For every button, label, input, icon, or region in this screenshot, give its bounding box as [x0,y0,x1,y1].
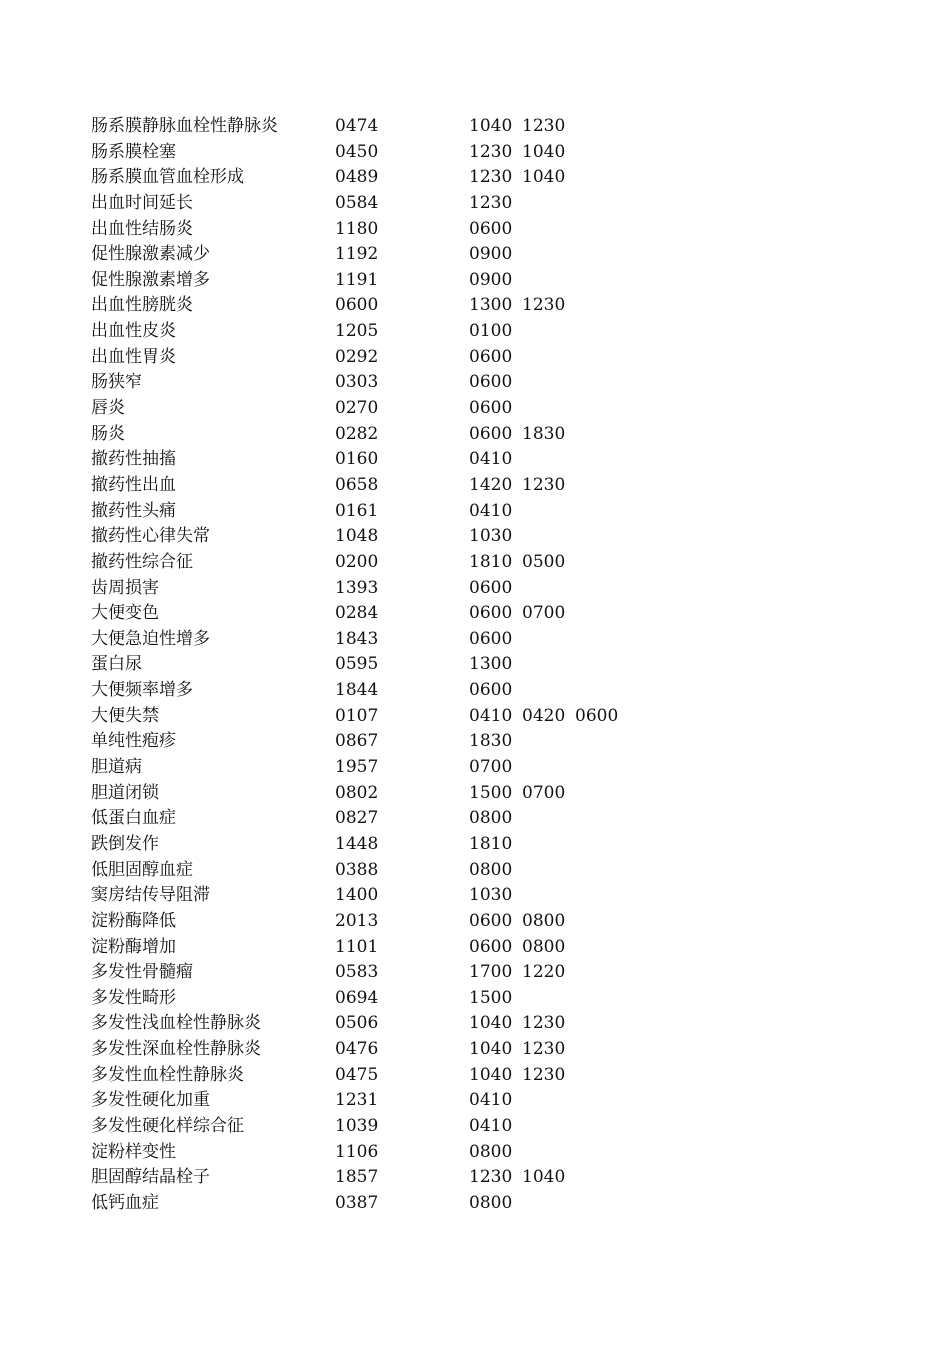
category-code: 0100 [469,321,513,342]
category-code: 0600 [469,603,513,624]
term-name: 肠狭窄 [91,372,142,393]
term-code: 0827 [335,808,379,829]
term-name: 肠炎 [91,423,125,444]
term-code: 1191 [335,269,379,290]
category-code: 1230 [522,1064,566,1085]
term-name: 窦房结传导阻滞 [91,885,210,906]
term-code: 0476 [335,1039,379,1060]
term-code: 2013 [335,910,379,931]
category-code: 0410 [469,705,513,726]
term-code: 0161 [335,500,379,521]
category-code: 1700 [469,962,513,983]
category-code: 1810 [469,833,513,854]
term-name: 淀粉酶降低 [91,910,176,931]
category-code: 0700 [469,757,513,778]
term-name: 唇炎 [91,398,125,419]
category-code: 1230 [469,141,513,162]
term-name: 胆道病 [91,757,142,778]
category-code: 0900 [469,244,513,265]
term-code: 0282 [335,423,379,444]
term-code: 0583 [335,962,379,983]
category-code: 1040 [522,1167,566,1188]
category-code: 1230 [522,295,566,316]
term-code: 1957 [335,757,379,778]
term-name: 促性腺激素增多 [91,269,210,290]
category-code: 0600 [469,398,513,419]
term-name: 多发性畸形 [91,987,176,1008]
term-code: 0802 [335,782,379,803]
term-code: 0694 [335,987,379,1008]
term-code: 1857 [335,1167,379,1188]
term-code: 0270 [335,398,379,419]
category-code: 1230 [522,1013,566,1034]
category-code: 1040 [522,167,566,188]
term-name: 蛋白尿 [91,654,142,675]
term-code: 1180 [335,218,379,239]
category-code: 1040 [469,1064,513,1085]
term-code: 1039 [335,1115,379,1136]
term-code: 0489 [335,167,379,188]
term-name: 撤药性头痛 [91,500,176,521]
category-code: 1220 [522,962,566,983]
category-code: 0600 [469,577,513,598]
category-code: 1040 [522,141,566,162]
category-code: 1500 [469,782,513,803]
term-name: 多发性硬化加重 [91,1090,210,1111]
term-name: 出血性胃炎 [91,346,176,367]
category-code: 0600 [575,705,619,726]
category-code: 1230 [522,474,566,495]
category-code: 1500 [469,987,513,1008]
term-name: 肠系膜静脉血栓性静脉炎 [91,116,278,136]
term-name: 淀粉样变性 [91,1141,176,1162]
term-code: 0160 [335,449,379,470]
term-code: 1205 [335,321,379,342]
term-name: 大便失禁 [91,705,159,726]
category-code: 1830 [469,731,513,752]
term-name: 大便变色 [91,603,159,624]
term-name: 齿周损害 [91,577,159,598]
term-code: 0200 [335,551,379,572]
category-code: 1300 [469,295,513,316]
term-name: 跌倒发作 [91,833,159,854]
term-code: 1400 [335,885,379,906]
term-code: 1101 [335,936,379,957]
term-code: 1192 [335,244,379,265]
term-name: 撤药性综合征 [91,551,193,572]
term-name: 多发性血栓性静脉炎 [91,1064,244,1085]
category-code: 0800 [522,936,566,957]
category-code: 0600 [469,423,513,444]
term-name: 低胆固醇血症 [91,859,193,880]
term-name: 出血性结肠炎 [91,218,193,239]
term-code: 1231 [335,1090,379,1111]
category-code: 1300 [469,654,513,675]
category-code: 0600 [469,628,513,649]
term-code: 1106 [335,1141,379,1162]
category-code: 0600 [469,936,513,957]
category-code: 1230 [522,116,566,136]
category-code: 0410 [469,1115,513,1136]
term-code: 0292 [335,346,379,367]
category-code: 0420 [522,705,566,726]
term-code: 0387 [335,1192,379,1213]
term-code: 0595 [335,654,379,675]
term-name: 低钙血症 [91,1192,159,1213]
category-code: 1230 [469,192,513,213]
term-code: 0284 [335,603,379,624]
term-name: 撤药性心律失常 [91,526,210,547]
term-code: 1393 [335,577,379,598]
category-code: 1030 [469,885,513,906]
term-name: 胆固醇结晶栓子 [91,1167,210,1188]
term-name: 多发性浅血栓性静脉炎 [91,1013,261,1034]
category-code: 0800 [469,1141,513,1162]
term-code: 1448 [335,833,379,854]
term-name: 肠系膜血管血栓形成 [91,167,244,188]
term-name: 撤药性抽搐 [91,449,176,470]
term-code: 0475 [335,1064,379,1085]
category-code: 0700 [522,782,566,803]
category-code: 0600 [469,346,513,367]
category-code: 0410 [469,500,513,521]
term-code: 0107 [335,705,379,726]
term-name: 肠系膜栓塞 [91,141,176,162]
term-name: 多发性硬化样综合征 [91,1115,244,1136]
category-code: 0600 [469,218,513,239]
term-name: 出血性膀胱炎 [91,295,193,316]
term-code: 0658 [335,474,379,495]
category-code: 1030 [469,526,513,547]
term-name: 大便急迫性增多 [91,628,210,649]
term-code: 0867 [335,731,379,752]
category-code: 0500 [522,551,566,572]
term-code: 0474 [335,116,379,136]
category-code: 0900 [469,269,513,290]
category-code: 0800 [469,859,513,880]
category-code: 0700 [522,603,566,624]
term-name: 淀粉酶增加 [91,936,176,957]
category-code: 1420 [469,474,513,495]
category-code: 1040 [469,1013,513,1034]
term-name: 单纯性疱疹 [91,731,176,752]
term-name: 出血时间延长 [91,192,193,213]
category-code: 0800 [469,1192,513,1213]
category-code: 1230 [469,167,513,188]
category-code: 0600 [469,372,513,393]
category-code: 1040 [469,116,513,136]
category-code: 0600 [469,910,513,931]
term-code: 0450 [335,141,379,162]
term-code: 0506 [335,1013,379,1034]
category-code: 1040 [469,1039,513,1060]
term-code: 0388 [335,859,379,880]
term-name: 低蛋白血症 [91,808,176,829]
term-name: 大便频率增多 [91,680,193,701]
term-code: 0303 [335,372,379,393]
term-name: 多发性深血栓性静脉炎 [91,1039,261,1060]
category-code: 1810 [469,551,513,572]
term-name: 撤药性出血 [91,474,176,495]
category-code: 0800 [522,910,566,931]
category-code: 0410 [469,449,513,470]
term-code: 1843 [335,628,379,649]
category-code: 1830 [522,423,566,444]
term-code: 0600 [335,295,379,316]
term-name: 促性腺激素减少 [91,244,210,265]
term-name: 出血性皮炎 [91,321,176,342]
term-name: 多发性骨髓瘤 [91,962,193,983]
category-code: 1230 [469,1167,513,1188]
category-code: 0600 [469,680,513,701]
term-code: 1844 [335,680,379,701]
term-code: 0584 [335,192,379,213]
term-code: 1048 [335,526,379,547]
term-name: 胆道闭锁 [91,782,159,803]
category-code: 0410 [469,1090,513,1111]
category-code: 0800 [469,808,513,829]
category-code: 1230 [522,1039,566,1060]
